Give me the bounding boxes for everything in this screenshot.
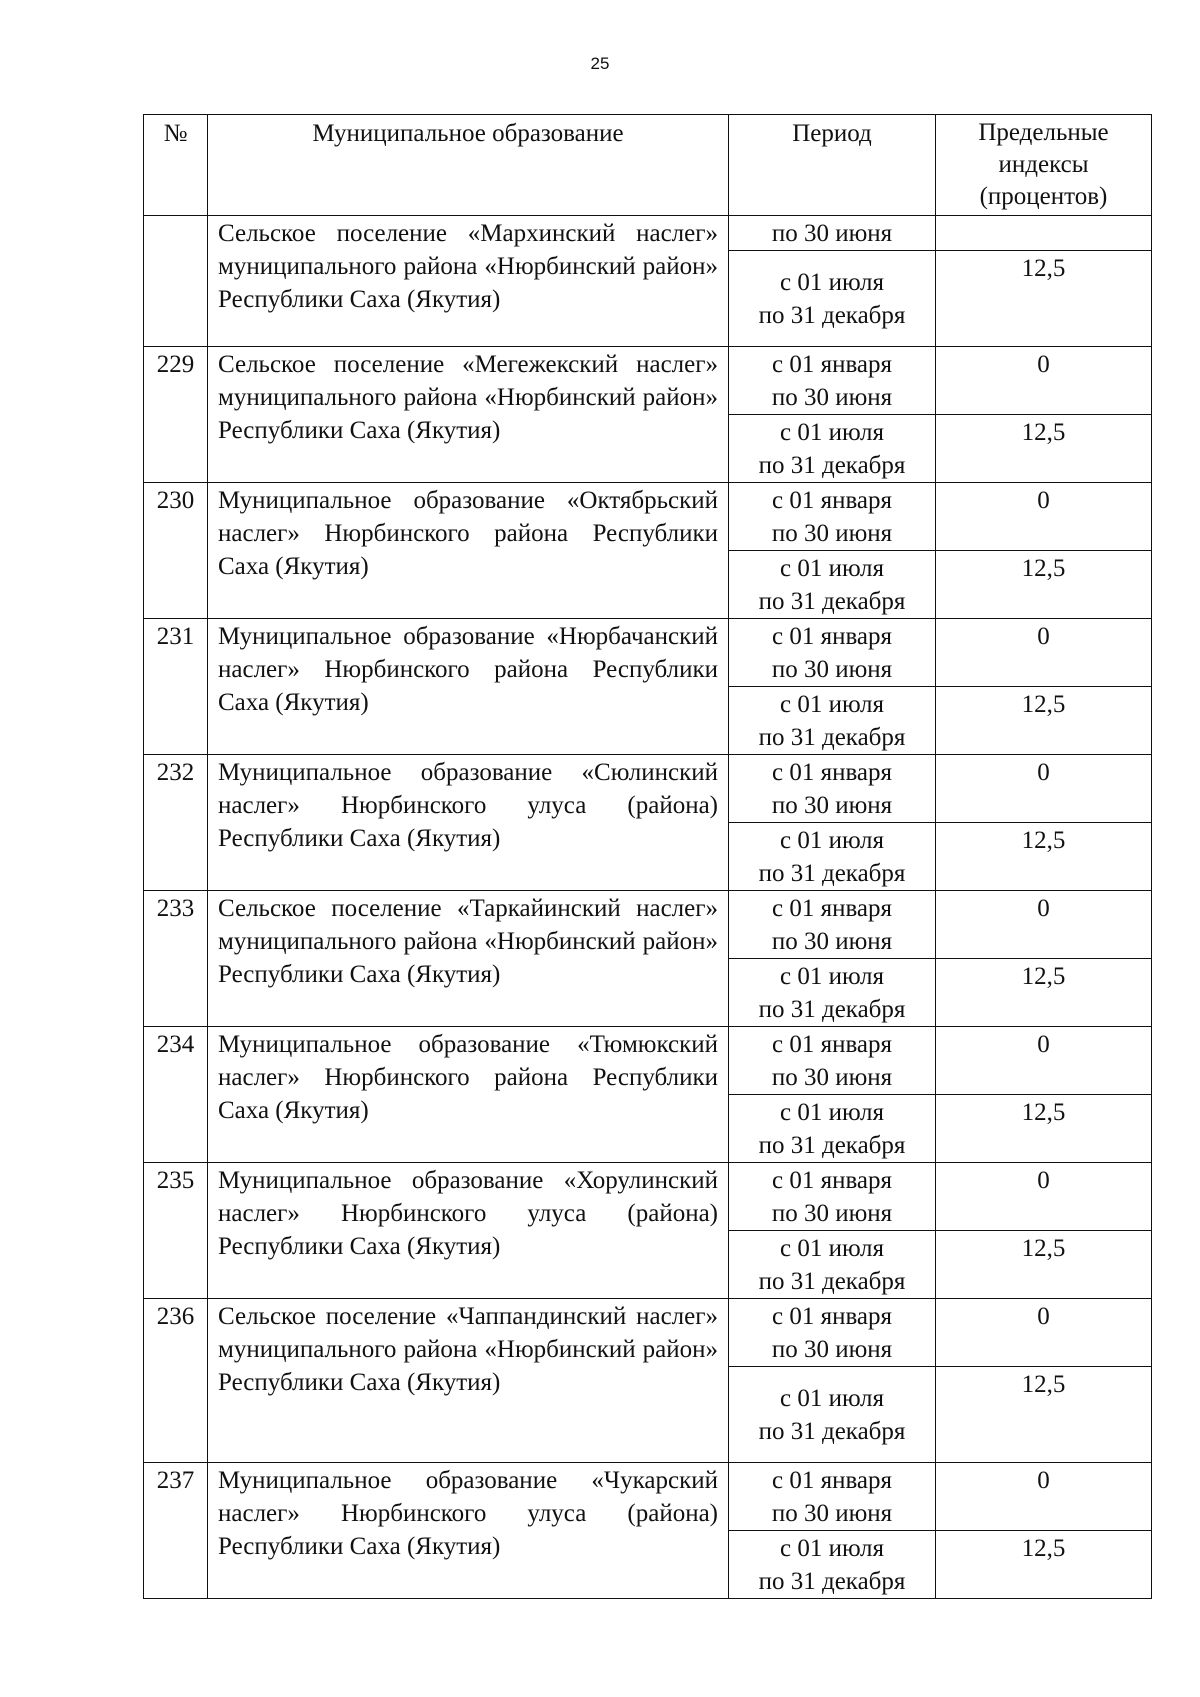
period-second-line1: с 01 июля <box>779 269 884 296</box>
period-first-line1: с 01 января <box>771 1167 893 1194</box>
row-period-second <box>729 823 936 891</box>
header-index <box>936 115 1152 216</box>
row-municipality: Сельское поселение «Чаппандинский наслег» муниципального района «Нюрбинский район» Республики Саха (Якутия) <box>208 1299 729 1463</box>
row-num: 231 <box>144 619 208 755</box>
row-value-second: 12,5 <box>936 251 1152 347</box>
row-value-second: 12,5 <box>936 551 1152 619</box>
header-num: № <box>144 115 208 216</box>
row-municipality: Муниципальное образование «Чукарский наслег» Нюрбинского улуса (района) Республики Саха (Якутия) <box>208 1463 729 1599</box>
period-second-line1: с 01 июля <box>779 419 884 446</box>
period-second-line2: по 31 декабря <box>758 452 906 479</box>
limit-index-table <box>143 114 1152 1599</box>
table-body <box>144 216 1152 1599</box>
row-value-first: 0 <box>936 755 1152 823</box>
row-period-second <box>729 251 936 347</box>
row-value-second: 12,5 <box>936 1367 1152 1463</box>
row-period-first <box>729 619 936 687</box>
row-value-second: 12,5 <box>936 959 1152 1027</box>
period-first-line1: с 01 января <box>771 487 893 514</box>
row-value-first: 0 <box>936 347 1152 415</box>
row-municipality: Муниципальное образование «Октябрьский наслег» Нюрбинского района Республики Саха (Якутия) <box>208 483 729 619</box>
page-number: 25 <box>590 54 610 73</box>
period-first-line1: с 01 января <box>771 351 893 378</box>
row-value-second: 12,5 <box>936 1231 1152 1299</box>
row-value-second: 12,5 <box>936 823 1152 891</box>
row-num: 237 <box>144 1463 208 1599</box>
row-period-second <box>729 415 936 483</box>
period-first-line1: с 01 января <box>771 895 893 922</box>
period-first-line1: с 01 января <box>771 759 893 786</box>
table-row-continuation <box>144 216 1152 251</box>
row-municipality: Сельское поселение «Мархинский наслег» муниципального района «Нюрбинский район» Республики Саха (Якутия) <box>208 216 729 347</box>
period-first-line2: по 30 июня <box>771 1500 893 1527</box>
row-value-first: 0 <box>936 1027 1152 1095</box>
row-value-first: 0 <box>936 1299 1152 1367</box>
table-row <box>144 1163 1152 1231</box>
period-first-line2: по 30 июня <box>771 1200 893 1227</box>
period-second-line1: с 01 июля <box>779 555 884 582</box>
period-second-line2: по 31 декабря <box>758 588 906 615</box>
row-municipality: Муниципальное образование «Сюлинский наслег» Нюрбинского улуса (района) Республики Саха (Якутия) <box>208 755 729 891</box>
row-num: 233 <box>144 891 208 1027</box>
row-period-first <box>729 1163 936 1231</box>
row-value-first: 0 <box>936 1463 1152 1531</box>
period-first-line2: по 30 июня <box>771 928 893 955</box>
row-value-first <box>936 216 1152 251</box>
period-second-line1: с 01 июля <box>779 1235 884 1262</box>
period-second-line1: с 01 июля <box>779 1535 884 1562</box>
row-period-first <box>729 483 936 551</box>
period-second-line1: с 01 июля <box>779 827 884 854</box>
row-value-first: 0 <box>936 1163 1152 1231</box>
row-value-second: 12,5 <box>936 415 1152 483</box>
row-num: 229 <box>144 347 208 483</box>
row-num <box>144 216 208 347</box>
table-row <box>144 755 1152 823</box>
period-first-line1: с 01 января <box>771 1303 893 1330</box>
period-second-line2: по 31 декабря <box>758 1132 906 1159</box>
header-index-line2: индексы <box>998 151 1089 178</box>
row-municipality: Муниципальное образование «Нюрбачанский наслег» Нюрбинского района Республики Саха (Якутия) <box>208 619 729 755</box>
row-period-first <box>729 216 936 251</box>
header-municipality: Муниципальное образование <box>208 115 729 216</box>
row-period-first <box>729 1299 936 1367</box>
row-period-first <box>729 755 936 823</box>
row-municipality: Муниципальное образование «Хорулинский наслег» Нюрбинского улуса (района) Республики Саха (Якутия) <box>208 1163 729 1299</box>
table-row <box>144 1299 1152 1367</box>
period-second-line2: по 31 декабря <box>758 1568 906 1595</box>
period-second-line1: с 01 июля <box>779 963 884 990</box>
period-second-line2: по 31 декабря <box>758 302 906 329</box>
period-first-line1: с 01 января <box>771 623 893 650</box>
row-value-first: 0 <box>936 619 1152 687</box>
row-num: 232 <box>144 755 208 891</box>
period-second-line1: с 01 июля <box>779 1099 884 1126</box>
period-second-line2: по 31 декабря <box>758 1268 906 1295</box>
row-period-first <box>729 347 936 415</box>
row-value-second: 12,5 <box>936 1095 1152 1163</box>
period-second-line1: с 01 июля <box>779 691 884 718</box>
row-period-second <box>729 1231 936 1299</box>
row-period-second <box>729 1531 936 1599</box>
row-period-second <box>729 687 936 755</box>
period-first-line2: по 30 июня <box>771 1064 893 1091</box>
row-period-first <box>729 1027 936 1095</box>
row-period-first <box>729 891 936 959</box>
row-value-first: 0 <box>936 483 1152 551</box>
row-value-second: 12,5 <box>936 687 1152 755</box>
table-header-row <box>144 115 1152 216</box>
row-period-second <box>729 959 936 1027</box>
period-first-line2: по 30 июня <box>771 1336 893 1363</box>
row-value-second: 12,5 <box>936 1531 1152 1599</box>
header-index-line3: (процентов) <box>979 183 1108 210</box>
table-row <box>144 347 1152 415</box>
table-row <box>144 1463 1152 1531</box>
period-second-line2: по 31 декабря <box>758 1418 906 1445</box>
period-first-line2: по 30 июня <box>771 384 893 411</box>
period-first-line1: с 01 января <box>771 1467 893 1494</box>
period-first-line2: по 30 июня <box>771 520 893 547</box>
period-first-line2: по 30 июня <box>771 220 893 247</box>
row-period-first <box>729 1463 936 1531</box>
row-num: 235 <box>144 1163 208 1299</box>
header-period: Период <box>729 115 936 216</box>
row-num: 236 <box>144 1299 208 1463</box>
row-num: 234 <box>144 1027 208 1163</box>
row-num: 230 <box>144 483 208 619</box>
table-row <box>144 619 1152 687</box>
header-index-line1: Предельные <box>978 119 1109 146</box>
period-first-line1: с 01 января <box>771 1031 893 1058</box>
row-period-second <box>729 1367 936 1463</box>
row-period-second <box>729 1095 936 1163</box>
row-municipality: Сельское поселение «Мегежекский наслег» муниципального района «Нюрбинский район» Республики Саха (Якутия) <box>208 347 729 483</box>
table-row <box>144 1027 1152 1095</box>
period-first-line2: по 30 июня <box>771 656 893 683</box>
row-value-first: 0 <box>936 891 1152 959</box>
period-second-line2: по 31 декабря <box>758 996 906 1023</box>
period-second-line2: по 31 декабря <box>758 724 906 751</box>
period-first-line2: по 30 июня <box>771 792 893 819</box>
table-row <box>144 483 1152 551</box>
row-period-second <box>729 551 936 619</box>
period-second-line2: по 31 декабря <box>758 860 906 887</box>
row-municipality: Муниципальное образование «Тюмюкский наслег» Нюрбинского района Республики Саха (Якутия) <box>208 1027 729 1163</box>
table-row <box>144 891 1152 959</box>
period-second-line1: с 01 июля <box>779 1385 884 1412</box>
row-municipality: Сельское поселение «Таркайинский наслег» муниципального района «Нюрбинский район» Республики Саха (Якутия) <box>208 891 729 1027</box>
